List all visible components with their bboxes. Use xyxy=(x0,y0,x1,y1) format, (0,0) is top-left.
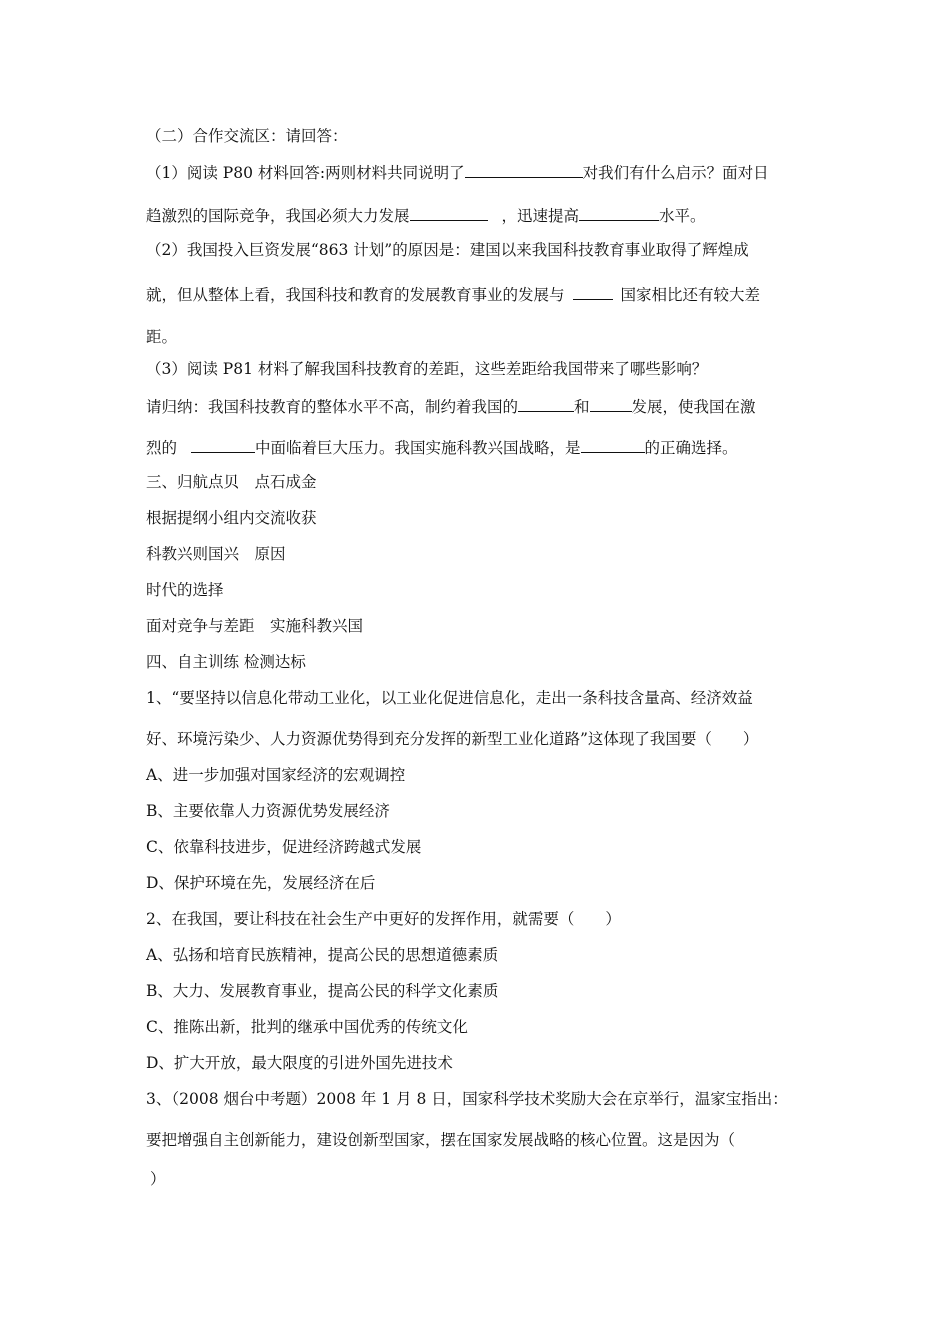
q3-text-b: 和 xyxy=(574,398,590,416)
q1-blank-1 xyxy=(465,162,583,178)
q2-text-a: 就，但从整体上看，我国科技和教育的发展教育事业的发展与 xyxy=(146,286,565,304)
q1-text-b: 对我们有什么启示？面对日 xyxy=(582,164,769,182)
section3-heading: 三、归航点贝 点石成金 xyxy=(146,473,317,491)
q1-text-c: 趋激烈的国际竞争，我国必须大力发展 xyxy=(146,207,410,225)
q2-line1: （2）我国投入巨资发展“863 计划”的原因是：建国以来我国科技教育事业取得了辉煌成 xyxy=(146,241,749,259)
s4-q2-option-c: C、推陈出新，批判的继承中国优秀的传统文化 xyxy=(146,1018,468,1036)
s4-q3-line3: ） xyxy=(150,1170,166,1188)
q3-text-a: 请归纳：我国科技教育的整体水平不高，制约着我国的 xyxy=(146,398,519,416)
s4-q1-option-b: B、主要依靠人力资源优势发展经济 xyxy=(146,802,390,820)
q1-blank-2 xyxy=(410,205,488,221)
q3-line3 xyxy=(146,437,738,458)
q1-text-d: ，迅速提高 xyxy=(501,207,580,225)
q1-text-a: （1）阅读 P80 材料回答:两则材料共同说明了 xyxy=(146,164,465,182)
q2-line2 xyxy=(146,284,760,305)
s4-q1-line2: 好、环境污染少、人力资源优势得到充分发挥的新型工业化道路”这体现了我国要（ ） xyxy=(146,730,759,748)
s4-q3-line2: 要把增强自主创新能力，建设创新型国家，摆在国家发展战略的核心位置。这是因为（ xyxy=(146,1131,736,1149)
q3-blank-3 xyxy=(191,437,255,453)
q3-blank-1 xyxy=(518,396,574,412)
q2-text-b: 国家相比还有较大差 xyxy=(620,286,761,304)
q3-text-f: 的正确选择。 xyxy=(644,439,738,457)
q1-blank-3 xyxy=(579,205,659,221)
s4-q1-option-d: D、保护环境在先，发展经济在后 xyxy=(146,874,376,892)
section3-line3: 时代的选择 xyxy=(146,581,224,599)
q3-text-e: 中面临着巨大压力。我国实施科教兴国战略，是 xyxy=(255,439,581,457)
s4-q1-option-a: A、进一步加强对国家经济的宏观调控 xyxy=(146,766,406,784)
q2-blank xyxy=(573,284,613,300)
s4-q2-line1: 2、在我国，要让科技在社会生产中更好的发挥作用，就需要（ ） xyxy=(146,910,621,928)
section4-heading: 四、自主训练 检测达标 xyxy=(146,653,306,671)
q3-line1: （3）阅读 P81 材料了解我国科技教育的差距，这些差距给我国带来了哪些影响？ xyxy=(146,360,708,378)
q3-text-d: 烈的 xyxy=(146,439,178,457)
section3-line4: 面对竞争与差距 实施科教兴国 xyxy=(146,617,364,635)
s4-q3-line1: 3、（2008 烟台中考题）2008 年 1 月 8 日，国家科学技术奖励大会在京举行，温家宝指出： xyxy=(146,1090,788,1108)
q3-line2 xyxy=(146,396,756,417)
q1-line1 xyxy=(146,162,769,183)
s4-q1-line1: 1、“要坚持以信息化带动工业化，以工业化促进信息化，走出一条科技含量高、经济效益 xyxy=(146,689,753,707)
s4-q2-option-d: D、扩大开放，最大限度的引进外国先进技术 xyxy=(146,1054,453,1072)
section3-line1: 根据提纲小组内交流收获 xyxy=(146,509,317,527)
q1-line2 xyxy=(146,205,706,226)
q3-blank-4 xyxy=(581,437,645,453)
section3-line2: 科教兴则国兴 原因 xyxy=(146,545,286,563)
q3-blank-2 xyxy=(590,396,632,412)
s4-q2-option-a: A、弘扬和培育民族精神，提高公民的思想道德素质 xyxy=(146,946,499,964)
q2-line3: 距。 xyxy=(146,328,178,346)
section2-heading: （二）合作交流区：请回答： xyxy=(146,127,348,145)
s4-q2-option-b: B、大力、发展教育事业，提高公民的科学文化素质 xyxy=(146,982,499,1000)
q3-text-c: 发展，使我国在激 xyxy=(631,398,756,416)
s4-q1-option-c: C、依靠科技进步，促进经济跨越式发展 xyxy=(146,838,422,856)
q1-text-e: 水平。 xyxy=(659,207,706,225)
